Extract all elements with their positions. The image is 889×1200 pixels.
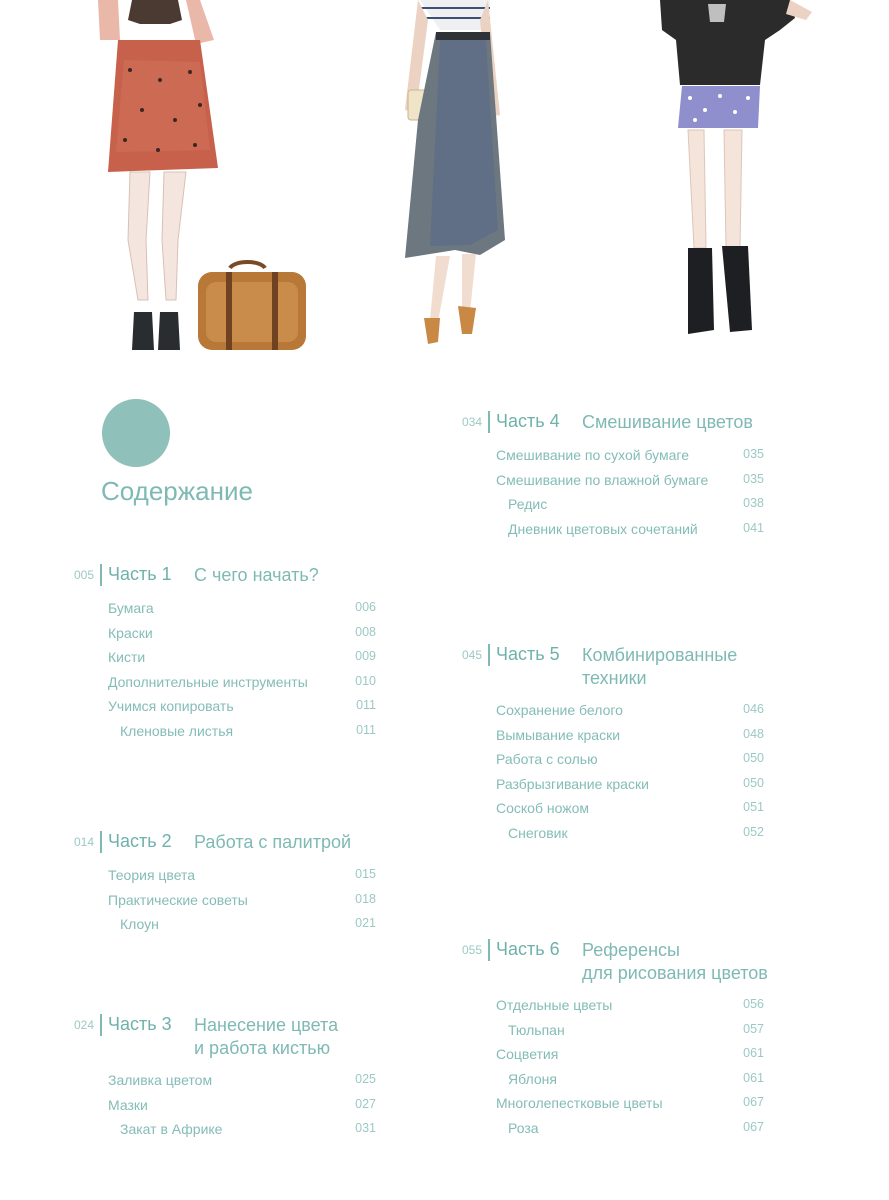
part-divider bbox=[100, 1014, 102, 1036]
part-page-number: 045 bbox=[461, 648, 482, 662]
toc-title: Содержание bbox=[101, 476, 253, 506]
toc-item[interactable]: Разбрызгивание краски 050 bbox=[496, 775, 764, 792]
toc-items bbox=[108, 1072, 376, 1146]
toc-item[interactable]: Дополнительные инструменты 010 bbox=[108, 673, 376, 690]
part-title: Референсы для рисования цветов bbox=[582, 940, 768, 983]
part-number: Часть 5 bbox=[496, 644, 560, 664]
part-number: Часть 2 bbox=[108, 831, 172, 851]
part-page-number: 055 bbox=[461, 943, 482, 957]
part-title: Нанесение цвета и работа кистью bbox=[194, 1015, 339, 1058]
toc-subitem[interactable]: Тюльпан 057 bbox=[508, 1021, 764, 1038]
toc-item[interactable]: Работа с солью 050 bbox=[496, 751, 764, 768]
toc-item[interactable]: Отдельные цветы 056 bbox=[496, 997, 764, 1013]
part-divider bbox=[488, 644, 490, 666]
toc-item[interactable]: Бумага 006 bbox=[108, 600, 376, 616]
part-divider bbox=[488, 411, 490, 433]
toc-subitem[interactable]: Редис 038 bbox=[508, 496, 764, 513]
part-divider bbox=[100, 564, 102, 586]
part-divider bbox=[488, 939, 490, 961]
part-title: Комбинированные техники bbox=[582, 645, 738, 688]
toc-part-1 bbox=[72, 562, 376, 739]
toc-item[interactable]: Практические советы 018 bbox=[108, 891, 376, 908]
toc-subitem[interactable]: Снеговик 052 bbox=[508, 824, 764, 841]
toc-part-3 bbox=[72, 1012, 376, 1138]
toc-item[interactable]: Краски 008 bbox=[108, 624, 376, 641]
toc-item[interactable]: Кисти 009 bbox=[108, 649, 376, 666]
toc-item[interactable]: Учимся копировать 011 bbox=[108, 698, 376, 715]
toc-item[interactable]: Многолепестковые цветы 067 bbox=[496, 1095, 764, 1112]
toc-items bbox=[496, 997, 764, 1145]
toc-items bbox=[108, 867, 376, 941]
toc-item[interactable]: Мазки 027 bbox=[108, 1096, 376, 1113]
part-page-number: 024 bbox=[73, 1018, 94, 1032]
toc-subitem[interactable]: Кленовые листья 011 bbox=[120, 722, 376, 739]
toc-subitem[interactable]: Роза 067 bbox=[508, 1119, 764, 1136]
toc-subitem[interactable]: Дневник цветовых сочетаний 041 bbox=[508, 520, 764, 537]
part-number: Часть 4 bbox=[496, 411, 560, 431]
toc-part-4 bbox=[460, 409, 764, 537]
section-circle bbox=[102, 399, 170, 467]
toc-part-6 bbox=[460, 937, 768, 1136]
toc-items bbox=[496, 447, 764, 545]
part-number: Часть 6 bbox=[496, 939, 560, 959]
figure-long-skirt bbox=[405, 0, 505, 344]
figure-sweater-boots bbox=[660, 0, 812, 334]
part-page-number: 005 bbox=[73, 568, 94, 582]
toc-item[interactable]: Соцветия 061 bbox=[496, 1046, 764, 1063]
part-title: Работа с палитрой bbox=[194, 832, 352, 852]
toc-item[interactable]: Смешивание по влажной бумаге 035 bbox=[496, 471, 764, 488]
suitcase bbox=[198, 262, 306, 350]
part-number: Часть 3 bbox=[108, 1014, 172, 1034]
toc-item[interactable]: Смешивание по сухой бумаге 035 bbox=[496, 447, 764, 463]
part-divider bbox=[100, 831, 102, 853]
toc-item[interactable]: Заливка цветом 025 bbox=[108, 1072, 376, 1088]
part-page-number: 014 bbox=[73, 835, 94, 849]
toc-item[interactable]: Теория цвета 015 bbox=[108, 867, 376, 883]
toc-part-5 bbox=[460, 642, 764, 841]
toc-item[interactable]: Соскоб ножом 051 bbox=[496, 800, 764, 817]
part-title: С чего начать? bbox=[194, 565, 319, 585]
toc-item[interactable]: Вымывание краски 048 bbox=[496, 726, 764, 743]
toc-subitem[interactable]: Клоун 021 bbox=[120, 916, 376, 933]
toc-item[interactable]: Сохранение белого 046 bbox=[496, 702, 764, 718]
watercolor-illustration bbox=[0, 0, 889, 360]
toc-items bbox=[108, 600, 376, 748]
part-number: Часть 1 bbox=[108, 564, 172, 584]
part-page-number: 034 bbox=[461, 415, 482, 429]
part-title: Смешивание цветов bbox=[582, 412, 753, 432]
toc-items bbox=[496, 702, 764, 850]
toc-part-2 bbox=[72, 829, 376, 933]
toc-subitem[interactable]: Яблоня 061 bbox=[508, 1070, 764, 1087]
toc-subitem[interactable]: Закат в Африке 031 bbox=[120, 1121, 376, 1138]
